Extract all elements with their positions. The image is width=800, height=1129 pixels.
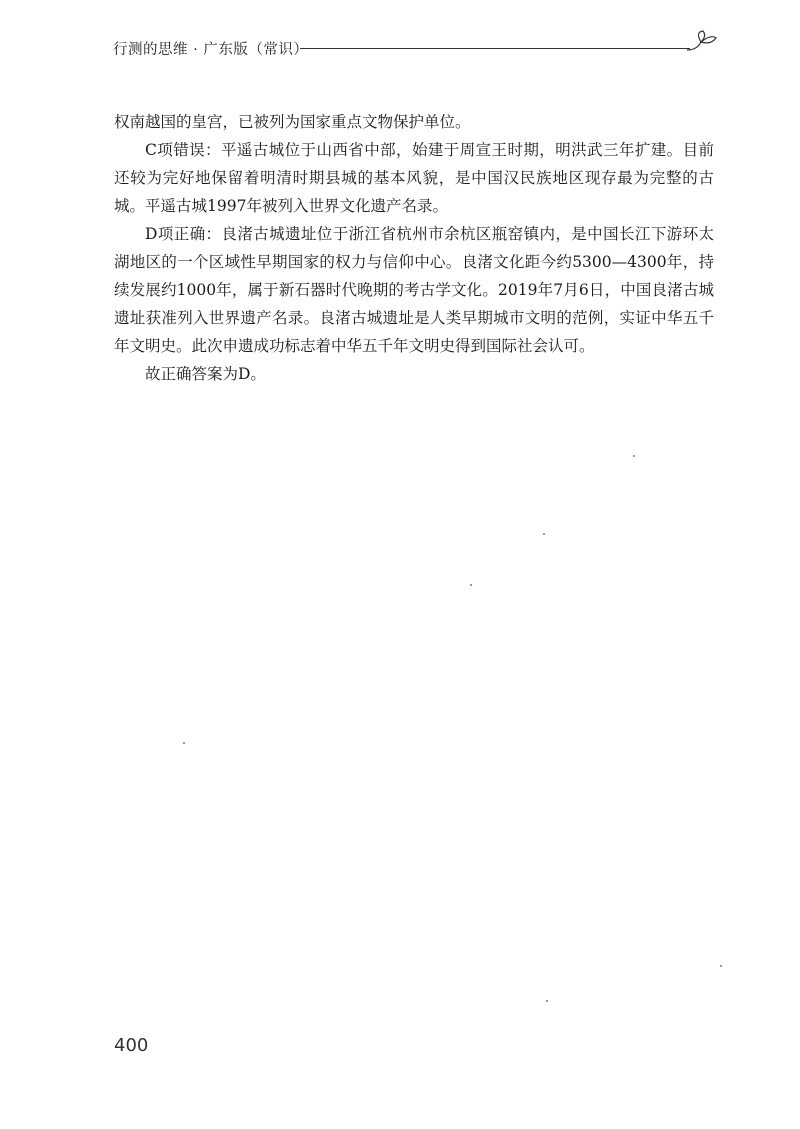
page-number: 400	[114, 1035, 149, 1056]
scan-speck	[543, 533, 545, 535]
header-rule	[300, 48, 690, 49]
scan-speck	[183, 742, 185, 744]
running-header	[113, 36, 723, 60]
paragraph-answer: 故正确答案为D。	[145, 365, 266, 383]
paragraph-continuation: 权南越国的皇宫，已被列为国家重点文物保护单位。	[114, 113, 471, 131]
paragraph-option-c: C项错误：平遥古城位于山西省中部，始建于周宣王时期，明洪武三年扩建。目前还较为完好地保留着明清时期县城的基本风貌，是中国汉民族地区现存最为完整的古城。平遥古城1997年被列入世界文化遗产名录。	[114, 141, 714, 215]
body-text	[114, 108, 714, 388]
scan-speck	[470, 584, 472, 586]
scan-speck	[633, 455, 635, 457]
scan-speck	[720, 965, 722, 967]
header-title: 行测的思维 · 广东版（常识）	[113, 42, 309, 58]
sprout-icon	[683, 28, 723, 58]
paragraph-option-d: D项正确：良渚古城遗址位于浙江省杭州市余杭区瓶窑镇内，是中国长江下游环太湖地区的一个区域性早期国家的权力与信仰中心。良渚文化距今约5300—4300年，持续发展约1000年，属于新石器时代晚期的考古学文化。2019年7月6日，中国良渚古城遗址获准列入世界遗产名录。良渚古城遗址是人类早期城市文明的范例，实证中华五千年文明史。此次申遗成功标志着中华五千年文明史得到国际社会认可。	[114, 225, 714, 355]
scan-speck	[546, 1000, 548, 1002]
